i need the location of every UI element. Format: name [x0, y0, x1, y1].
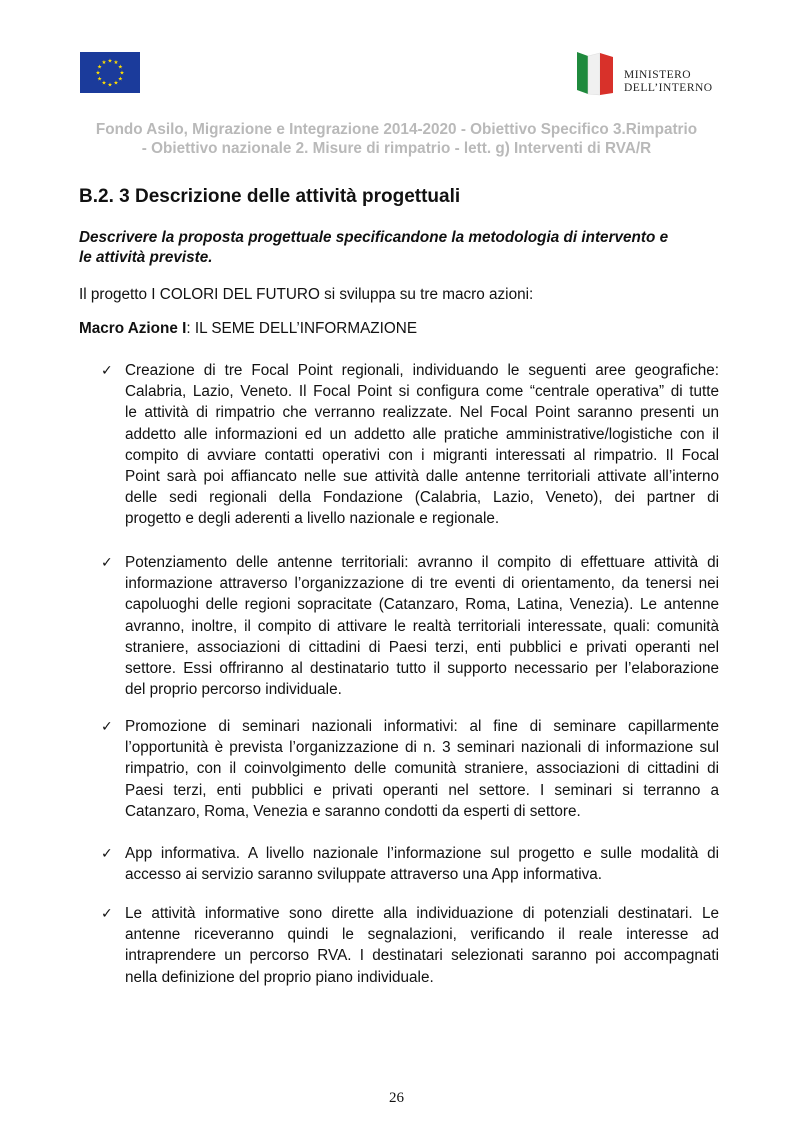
checkmark-icon: ✓ [101, 554, 113, 570]
eu-star-icon: ★ [117, 64, 123, 71]
eu-star-icon: ★ [107, 82, 113, 89]
instruction-line1: Descrivere la proposta progettuale specificandone la metodologia di intervento e [79, 229, 669, 246]
ministry-logo [575, 50, 735, 98]
eu-flag-icon [80, 52, 140, 93]
intro-paragraph: Il progetto I COLORI DEL FUTURO si sviluppa su tre macro azioni: [79, 286, 534, 303]
eu-star-icon: ★ [97, 64, 103, 71]
eu-star-icon: ★ [101, 59, 107, 66]
bullet-line: Paesi terzi, enti pubblici e privati operanti nel settore. I seminari si terranno a [125, 781, 719, 799]
bullet-line: del proprio percorso individuale. [125, 681, 342, 699]
eu-star-icon: ★ [113, 80, 119, 87]
bullet-line: accesso ai servizio saranno sviluppate attraverso una App informativa. [125, 866, 603, 884]
bullet-text [125, 552, 719, 700]
bullet-line: Catanzaro, Roma, Venezia e saranno condotti da esperti di settore. [125, 802, 581, 820]
bullet-line: rimpatrio, con il coinvolgimento delle comunità straniere, associazioni di cittadini di [125, 760, 719, 778]
bullet-line: Calabria, Lazio, Veneto. Il Focal Point si configura come “centrale operativa” di tutte [125, 383, 719, 401]
eu-star-icon: ★ [95, 70, 101, 77]
bullet-line: antenne riceveranno quindi le segnalazioni, verificando il reale interesse ad [125, 926, 719, 944]
ministry-name-line1: MINISTERO [624, 69, 692, 81]
fund-header [70, 120, 723, 158]
bullet-text [125, 843, 719, 885]
bullet-line: delle sedi regionali della Fondazione (Calabria, Lazio, Veneto), dei partner di [125, 489, 719, 507]
checkmark-icon: ✓ [101, 845, 113, 861]
bullet-text [125, 716, 719, 822]
eu-star-icon: ★ [119, 70, 125, 77]
bullet-line: App informativa. A livello nazionale l’informazione sul progetto e sulle modalità di [125, 845, 719, 862]
section-title: B.2. 3 Descrizione delle attività progettuali [79, 186, 461, 207]
macro-action-title: : IL SEME DELL’INFORMAZIONE [186, 320, 418, 337]
fund-header-line1: Fondo Asilo, Migrazione e Integrazione 2014-2020 - Obiettivo Specifico 3.Rimpatrio [95, 121, 698, 138]
bullet-line: le attività di rimpatrio che verranno realizzate. Nel Focal Point saranno presenti un [125, 404, 719, 422]
bullet-line: intraprendere un percorso RVA. I destinatari selezionati saranno poi accompagnati [125, 947, 719, 965]
ministry-name [624, 69, 713, 95]
page-number: 26 [389, 1090, 404, 1106]
bullet-line: avranno, inoltre, il compito di attivare le realtà territoriali interessate, quali: comunità [125, 617, 719, 635]
bullet-line: l’opportunità è prevista l’organizzazione di n. 3 seminari nazionali di informazione sul [125, 739, 719, 757]
bullet-line: settore. Essi offriranno al destinatario tutto il supporto necessario per l’elaborazione [125, 660, 719, 678]
macro-action-heading [79, 320, 417, 338]
instruction-line2: le attività previste. [79, 249, 213, 266]
bullet-text [125, 903, 719, 988]
fund-header-line2: - Obiettivo nazionale 2. Misure di rimpatrio - lett. g) Interventi di RVA/R [141, 140, 652, 157]
bullet-text [125, 360, 719, 530]
bullet-line: capoluoghi delle regioni sopracitate (Catanzaro, Roma, Latina, Venezia). Le antenne [125, 596, 719, 614]
bullet-line: nella definizione del proprio piano individuale. [125, 968, 434, 986]
eu-star-icon: ★ [97, 76, 103, 83]
macro-action-label: Macro Azione I [79, 320, 187, 337]
bullet-line: Potenziamento delle antenne territoriali: avranno il compito di effettuare attività di [125, 554, 719, 571]
checkmark-icon: ✓ [101, 362, 113, 378]
eu-star-icon: ★ [107, 58, 113, 65]
bullet-line: progetto e degli aderenti a livello nazionale e regionale. [125, 510, 500, 528]
bullet-line: straniere, associazioni di cittadini di Paesi terzi, enti pubblici e privati operanti nel [125, 638, 719, 656]
eu-star-icon: ★ [117, 76, 123, 83]
tricolore-icon [575, 50, 615, 96]
ministry-name-line2: DELL’INTERNO [624, 82, 713, 94]
bullet-line: compito di avviare contatti operativi con i migranti interessati al rimpatrio. Il Focal [125, 446, 719, 464]
eu-star-icon: ★ [101, 80, 107, 87]
bullet-line: addetto alle informazioni ed un addetto alle pratiche amministrative/logistiche con il [125, 425, 719, 443]
checkmark-icon: ✓ [101, 718, 113, 734]
bullet-line: Creazione di tre Focal Point regionali, individuando le seguenti aree geografiche: [125, 362, 719, 379]
bullet-line: informazione attraverso l’organizzazione di tre eventi di orientamento, da tenersi nei [125, 575, 719, 593]
eu-star-icon: ★ [113, 59, 119, 66]
bullet-line: Promozione di seminari nazionali informativi: al fine di seminare capillarmente [125, 718, 719, 735]
checkmark-icon: ✓ [101, 905, 113, 921]
bullet-line: Point sarà poi affiancato nelle sue attività dalle antenne territoriali attivate all’interno [125, 468, 719, 486]
section-instruction [79, 228, 719, 268]
bullet-line: Le attività informative sono dirette alla individuazione di potenziali destinatari. Le [125, 905, 719, 922]
